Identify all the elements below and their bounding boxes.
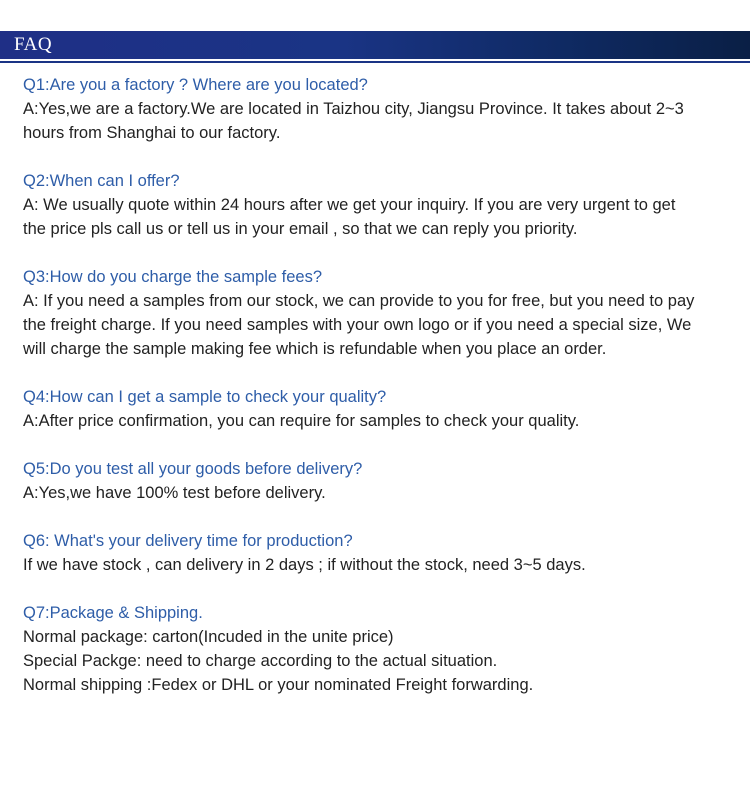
faq-answer-line: will charge the sample making fee which is refundable when you place an order. xyxy=(23,340,607,358)
faq-answer-line: A:Yes,we are a factory.We are located in Taizhou city, Jiangsu Province. It takes about 2~3 xyxy=(23,100,684,118)
faq-question: Q5:Do you test all your goods before delivery? xyxy=(23,460,363,478)
faq-item-q4 xyxy=(23,385,733,433)
faq-item-q2 xyxy=(23,169,733,241)
faq-question: Q2:When can I offer? xyxy=(23,172,180,190)
faq-question: Q4:How can I get a sample to check your quality? xyxy=(23,388,387,406)
faq-answer-line: If we have stock , can delivery in 2 days ; if without the stock, need 3~5 days. xyxy=(23,556,586,574)
faq-answer xyxy=(23,409,733,433)
faq-answer xyxy=(23,97,733,145)
faq-answer-line: Normal package: carton(Incuded in the unite price) xyxy=(23,628,394,646)
header-divider xyxy=(0,61,750,63)
faq-item-q6 xyxy=(23,529,733,577)
faq-item-q7 xyxy=(23,601,733,697)
faq-header-banner xyxy=(0,31,750,59)
faq-answer xyxy=(23,193,733,241)
faq-answer xyxy=(23,289,733,361)
faq-answer xyxy=(23,625,733,697)
faq-question: Q6: What's your delivery time for production? xyxy=(23,532,353,550)
faq-answer-line: Special Packge: need to charge according to the actual situation. xyxy=(23,652,498,670)
faq-item-q5 xyxy=(23,457,733,505)
faq-question: Q7:Package & Shipping. xyxy=(23,604,203,622)
faq-question: Q3:How do you charge the sample fees? xyxy=(23,268,323,286)
faq-answer-line: the freight charge. If you need samples with your own logo or if you need a special size, We xyxy=(23,316,692,334)
faq-answer-line: A:Yes,we have 100% test before delivery. xyxy=(23,484,326,502)
faq-answer-line: A: We usually quote within 24 hours after we get your inquiry. If you are very urgent to get xyxy=(23,196,676,214)
faq-list xyxy=(23,73,733,721)
faq-item-q1 xyxy=(23,73,733,145)
faq-answer-line: A:After price confirmation, you can require for samples to check your quality. xyxy=(23,412,580,430)
faq-answer-line: A: If you need a samples from our stock, we can provide to you for free, but you need to pay xyxy=(23,292,695,310)
faq-header-title: FAQ xyxy=(14,34,53,55)
faq-answer-line: the price pls call us or tell us in your email , so that we can reply you priority. xyxy=(23,220,578,238)
faq-answer-line: hours from Shanghai to our factory. xyxy=(23,124,281,142)
faq-question: Q1:Are you a factory ? Where are you located? xyxy=(23,76,368,94)
faq-answer xyxy=(23,481,733,505)
faq-answer-line: Normal shipping :Fedex or DHL or your nominated Freight forwarding. xyxy=(23,676,534,694)
faq-item-q3 xyxy=(23,265,733,361)
faq-answer xyxy=(23,553,733,577)
